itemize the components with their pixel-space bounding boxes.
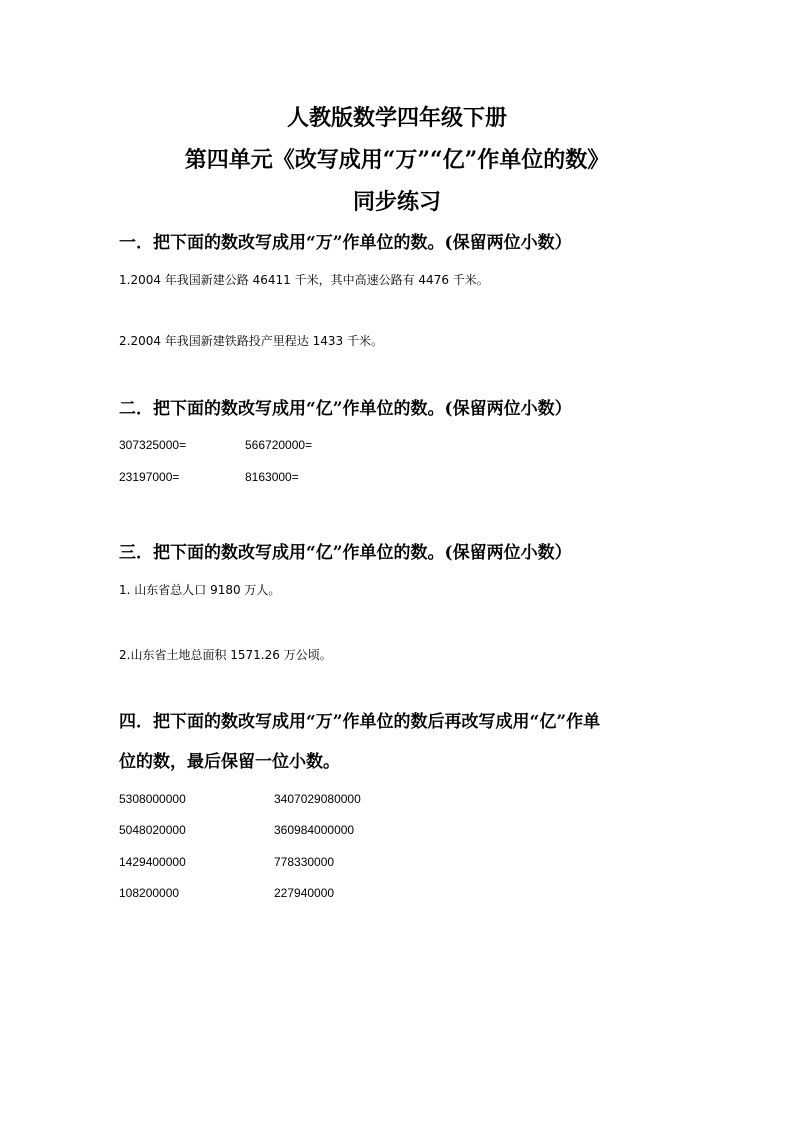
section-4-item: 5308000000 — [119, 792, 186, 806]
section-3-heading: 三．把下面的数改写成用“亿”作单位的数。(保留两位小数） — [119, 543, 572, 563]
section-4-heading-line-1: 四．把下面的数改写成用“万”作单位的数后再改写成用“亿”作单 — [119, 712, 601, 732]
section-4-item: 778330000 — [274, 855, 335, 869]
section-3-question-1: 1. 山东省总人口 9180 万人。 — [119, 583, 281, 597]
title-line-1: 人教版数学四年级下册 — [286, 105, 507, 131]
title-line-3: 同步练习 — [352, 189, 441, 215]
section-2-heading: 二．把下面的数改写成用“亿”作单位的数。(保留两位小数） — [119, 399, 572, 419]
section-4-heading-line-2: 位的数，最后保留一位小数。 — [119, 752, 340, 772]
section-3-question-2: 2.山东省土地总面积 1571.26 万公顷。 — [119, 648, 332, 662]
title-line-2: 第四单元《改写成用“万”“亿”作单位的数》 — [184, 147, 610, 173]
section-1-heading: 一．把下面的数改写成用“万”作单位的数。(保留两位小数） — [119, 233, 572, 253]
section-4-item: 227940000 — [274, 886, 335, 900]
section-4-item: 360984000000 — [274, 823, 355, 837]
section-2-item: 23197000= — [119, 470, 180, 484]
section-2-item: 8163000= — [245, 470, 299, 484]
section-4-item: 108200000 — [119, 886, 180, 900]
section-2-item: 566720000= — [245, 438, 313, 452]
section-1-question-2: 2.2004 年我国新建铁路投产里程达 1433 千米。 — [119, 334, 383, 348]
section-1-question-1: 1.2004 年我国新建公路 46411 千米，其中高速公路有 4476 千米。 — [119, 273, 489, 287]
section-4-item: 1429400000 — [119, 855, 186, 869]
section-2-item: 307325000= — [119, 438, 187, 452]
section-4-item: 3407029080000 — [274, 792, 361, 806]
section-4-item: 5048020000 — [119, 823, 186, 837]
